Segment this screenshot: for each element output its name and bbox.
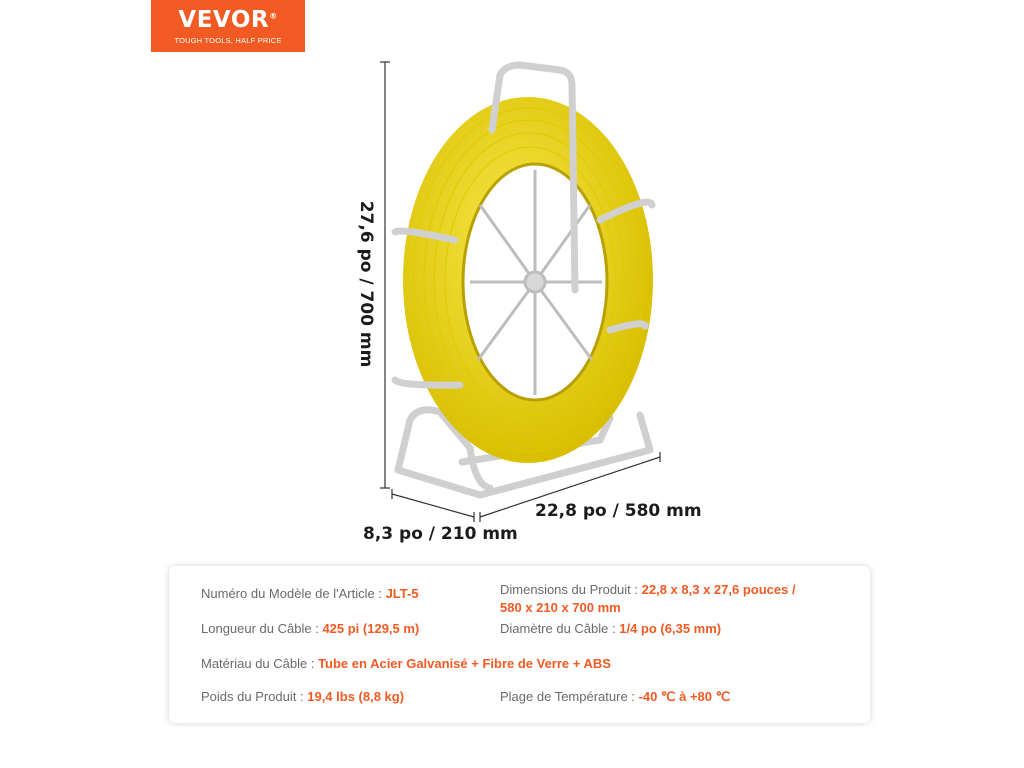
- spec-temperature: [500, 689, 730, 705]
- spec-label: Numéro du Modèle de l'Article :: [201, 586, 386, 601]
- logo-tagline: TOUGH TOOLS, HALF PRICE: [174, 36, 282, 45]
- fish-tape-reel-image: [380, 55, 680, 525]
- spec-label: Dimensions du Produit :: [500, 582, 642, 597]
- spec-weight: [201, 689, 404, 704]
- spec-product-dimensions: [500, 582, 796, 615]
- registered-mark-icon: ®: [269, 11, 278, 21]
- spec-value: 1/4 po (6,35 mm): [619, 621, 722, 636]
- spec-label: Longueur du Câble :: [201, 621, 323, 636]
- vevor-logo: [151, 0, 305, 52]
- spec-value: 425 pi (129,5 m): [322, 621, 420, 636]
- spec-cable-material: [201, 656, 611, 671]
- spec-value: 580 x 210 x 700 mm: [500, 600, 621, 615]
- spec-cable-diameter: [500, 621, 721, 636]
- spec-value: 22,8 x 8,3 x 27,6 pouces /: [641, 582, 796, 597]
- spec-label: Matériau du Câble :: [201, 656, 319, 671]
- spec-value: JLT-5: [385, 586, 419, 601]
- spec-value: Tube en Acier Galvanisé + Fibre de Verre + ABS: [318, 656, 611, 671]
- logo-text: VEVOR: [178, 7, 270, 33]
- spec-label: Poids du Produit :: [201, 689, 308, 704]
- height-dimension-label: 27,6 po / 700 mm: [356, 200, 376, 368]
- spec-value: 19,4 lbs (8,8 kg): [307, 689, 405, 704]
- depth-dimension-label: 8,3 po / 210 mm: [363, 524, 518, 544]
- spec-card: [169, 566, 870, 723]
- spec-label: Plage de Température :: [500, 689, 639, 704]
- width-dimension-label: 22,8 po / 580 mm: [535, 501, 702, 521]
- spec-model: [201, 586, 419, 601]
- spec-value: -40 ℃ à +80 ℃: [638, 689, 731, 704]
- spec-cable-length: [201, 621, 419, 636]
- spec-label: Diamètre du Câble :: [500, 621, 620, 636]
